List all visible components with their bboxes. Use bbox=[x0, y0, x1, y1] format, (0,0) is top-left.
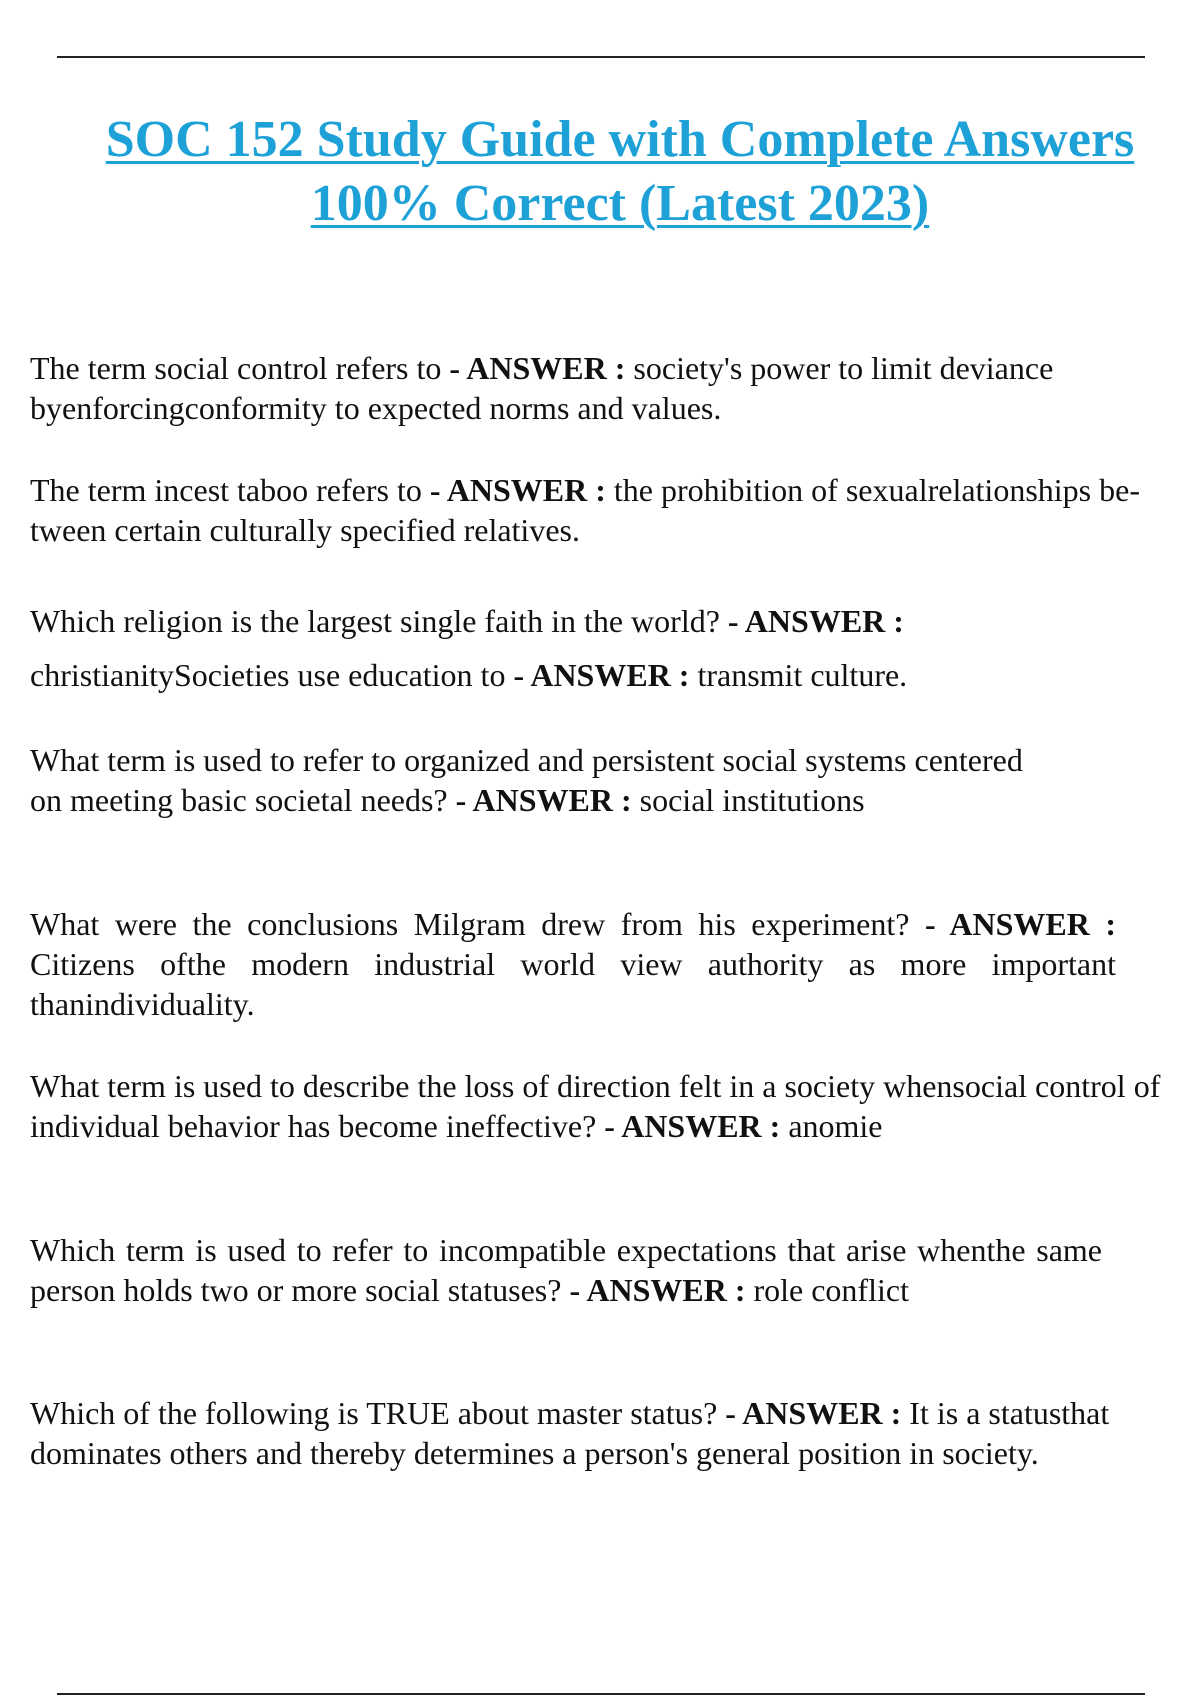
qa-item-social-institutions bbox=[30, 740, 1030, 820]
answer-marker: - ANSWER : bbox=[429, 472, 606, 508]
question-text: Which term is used to refer to incompatible expectations that arise whenthe same person holds two or more social statuses? bbox=[30, 1232, 1102, 1308]
question-text: Which of the following is TRUE about master status? bbox=[30, 1395, 718, 1431]
question-text: Which religion is the largest single faith in the world? bbox=[30, 603, 720, 639]
answer-marker: - ANSWER : bbox=[569, 1272, 746, 1308]
qa-item-master-status bbox=[30, 1393, 1170, 1473]
top-rule bbox=[57, 56, 1145, 58]
answer-text: role conflict bbox=[753, 1272, 909, 1308]
document-title bbox=[0, 108, 1200, 236]
answer-text: christianity bbox=[30, 657, 174, 693]
answer-text: social institutions bbox=[639, 782, 865, 818]
question-text: What were the conclusions Milgram drew from his experiment? bbox=[30, 906, 910, 942]
answer-text: It is a statusthat dominates others and thereby determines a person's general position in society. bbox=[30, 1395, 1110, 1471]
question-text: Societies use education to bbox=[173, 657, 506, 693]
answer-marker: - ANSWER : bbox=[725, 1395, 902, 1431]
answer-text: transmit culture. bbox=[697, 657, 908, 693]
answer-text: society's power to limit deviance byenforcingconformity to expected norms and values. bbox=[30, 350, 1054, 426]
title-link[interactable] bbox=[106, 111, 1135, 232]
qa-item-anomie bbox=[30, 1066, 1170, 1146]
qa-item-religion-education bbox=[30, 594, 1170, 702]
answer-text: anomie bbox=[788, 1108, 883, 1144]
answer-marker: - ANSWER : bbox=[449, 350, 626, 386]
answer-marker: - ANSWER : bbox=[513, 657, 690, 693]
answer-marker: - ANSWER : bbox=[924, 906, 1117, 942]
bottom-rule bbox=[57, 1693, 1145, 1695]
answer-marker: - ANSWER : bbox=[727, 603, 904, 639]
question-text: What term is used to refer to organized and persistent social systems centered on meeting basic societal needs? bbox=[30, 742, 1023, 818]
question-text: The term incest taboo refers to bbox=[30, 472, 422, 508]
qa-item-social-control bbox=[30, 348, 1170, 428]
answer-text: Citizens ofthe modern industrial world view authority as more important thanindividuality. bbox=[30, 946, 1116, 1022]
answer-marker: - ANSWER : bbox=[455, 782, 632, 818]
title-line-1: SOC 152 Study Guide with Complete Answers bbox=[105, 111, 1135, 168]
answer-marker: - ANSWER : bbox=[604, 1108, 781, 1144]
qa-item-incest-taboo bbox=[30, 470, 1170, 550]
question-text: The term social control refers to bbox=[30, 350, 442, 386]
qa-item-role-conflict bbox=[30, 1230, 1102, 1310]
answer-text: the prohibition of sexualrelationships be-tween certain culturally specified relatives. bbox=[30, 472, 1140, 548]
question-text: What term is used to describe the loss of direction felt in a society whensocial control of individual behavior has become ineffective? bbox=[30, 1068, 1161, 1144]
title-line-2: 100% Correct (Latest 2023) bbox=[310, 175, 930, 232]
qa-item-milgram bbox=[30, 904, 1116, 1024]
